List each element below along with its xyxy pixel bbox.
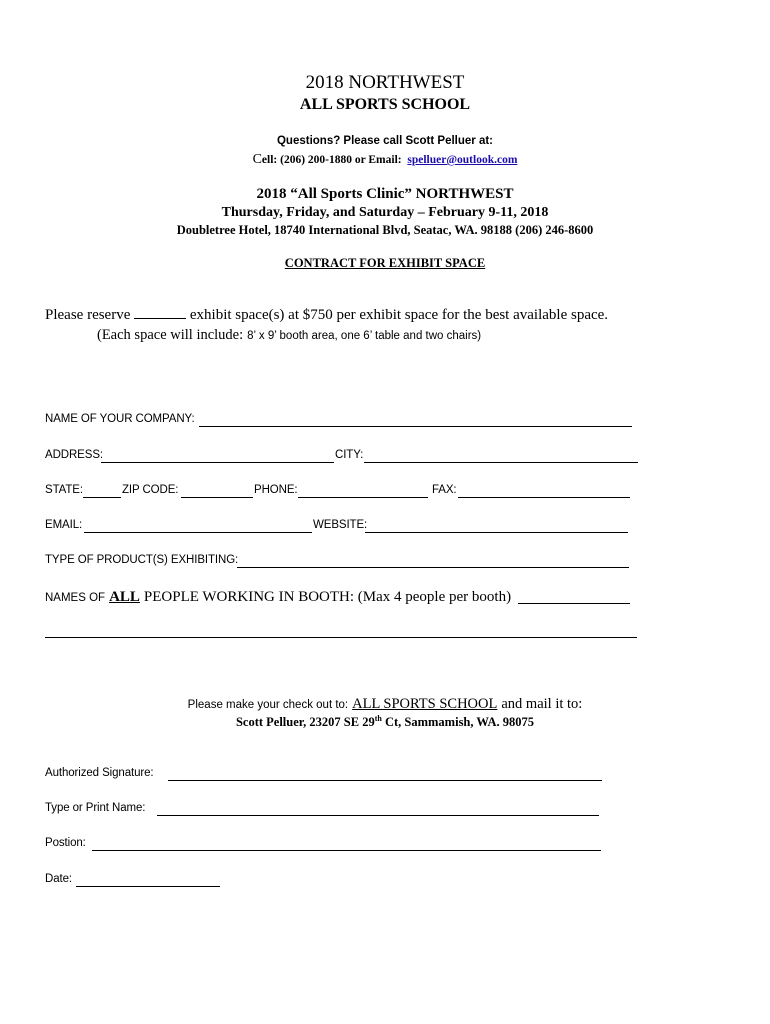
space-count-blank[interactable] (134, 307, 186, 319)
booth-names-field[interactable] (518, 603, 630, 604)
date-field[interactable] (76, 886, 220, 887)
cell-label: ell: (261, 154, 278, 166)
position-field[interactable] (92, 850, 601, 851)
address-end: Ct, Sammamish, WA. 98075 (381, 715, 535, 730)
website-field[interactable] (365, 532, 628, 533)
product-field[interactable] (237, 567, 629, 568)
note-detail: 8’ x 9’ booth area, one 6’ table and two chairs) (247, 330, 482, 342)
print-name-field[interactable] (157, 815, 599, 816)
product-label: TYPE OF PRODUCT(S) EXHIBITING: (45, 554, 239, 566)
cell-number: (206) 200-1880 or Email: (280, 154, 402, 166)
reserve-text-end: exhibit space(s) at $750 per exhibit space for the best available space. (189, 307, 609, 323)
contract-title: CONTRACT FOR EXHIBIT SPACE (284, 256, 486, 270)
city-field[interactable] (364, 462, 638, 463)
company-label: NAME OF YOUR COMPANY: (45, 413, 195, 425)
names-all: ALL (109, 589, 140, 605)
state-field[interactable] (83, 497, 121, 498)
reserve-line (45, 307, 608, 324)
website-label: WEBSITE: (313, 519, 368, 531)
school-name: ALL SPORTS SCHOOL (299, 96, 471, 113)
space-includes-note (97, 326, 481, 344)
questions-line: Questions? Please call Scott Pelluer at: (276, 135, 494, 147)
print-name-label: Type or Print Name: (45, 802, 146, 814)
company-field[interactable] (199, 426, 632, 427)
address-sup: th (374, 714, 382, 723)
reserve-text-start: Please reserve (45, 307, 131, 323)
names-prefix: NAMES OF (45, 592, 106, 604)
state-label: STATE: (45, 484, 83, 496)
zip-field[interactable] (181, 497, 253, 498)
payment-prefix: Please make your check out to: (187, 699, 349, 711)
position-label: Postion: (45, 837, 86, 849)
email-field[interactable] (84, 532, 312, 533)
authorized-signature-field[interactable] (168, 780, 602, 781)
email-link[interactable]: spelluer@outlook.com (407, 154, 518, 166)
phone-field[interactable] (298, 497, 428, 498)
address-start: Scott Pelluer, 23207 SE 29 (235, 715, 375, 730)
page-title: 2018 NORTHWEST (305, 72, 465, 93)
booth-names-field-2[interactable] (45, 637, 637, 638)
names-rest: PEOPLE WORKING IN BOOTH: (Max 4 people per booth) (143, 589, 512, 605)
date-label: Date: (45, 873, 72, 885)
authorized-signature-label: Authorized Signature: (45, 767, 154, 779)
city-label: CITY: (335, 449, 364, 461)
mailing-address (0, 714, 770, 730)
event-dates: Thursday, Friday, and Saturday – February 9-11, 2018 (221, 205, 549, 220)
fax-field[interactable] (458, 497, 630, 498)
event-venue: Doubletree Hotel, 18740 International Blvd, Seatac, WA. 98188 (206) 246-8600 (176, 223, 594, 237)
note-prefix: (Each space will include: (97, 327, 244, 343)
payment-line (0, 695, 770, 713)
booth-names-line (45, 588, 511, 606)
contact-line (0, 152, 770, 168)
email-label: EMAIL: (45, 519, 83, 531)
payment-payee: ALL SPORTS SCHOOL (352, 696, 498, 712)
event-name: 2018 “All Sports Clinic” NORTHWEST (256, 186, 514, 202)
address-field[interactable] (101, 462, 334, 463)
cell-initial: C (252, 152, 262, 167)
fax-label: FAX: (432, 484, 457, 496)
payment-suffix: and mail it to: (501, 696, 583, 712)
address-label: ADDRESS: (45, 449, 103, 461)
zip-label: ZIP CODE: (122, 484, 179, 496)
phone-label: PHONE: (254, 484, 298, 496)
